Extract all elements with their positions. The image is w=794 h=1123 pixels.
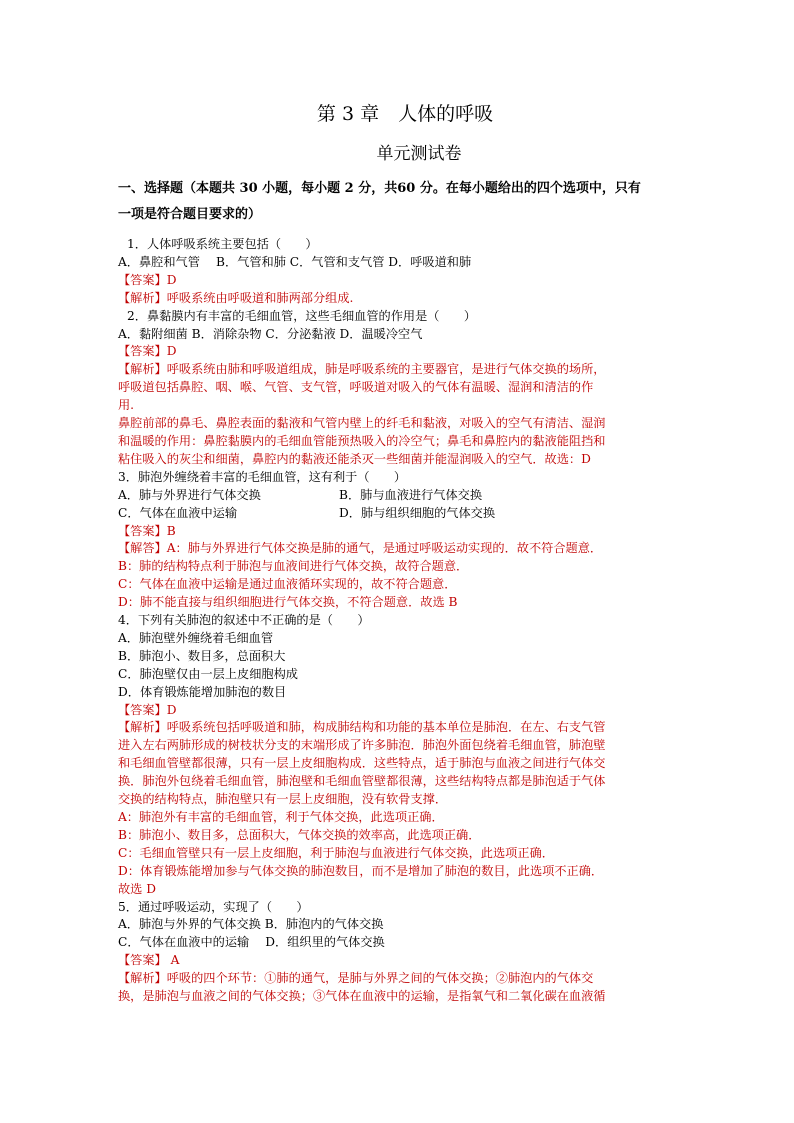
analysis-line: 故选 D — [118, 881, 157, 896]
document-page — [118, 96, 680, 1006]
analysis-line: 【解答】A：肺与外界进行气体交换是肺的通气，是通过呼吸运动实现的．故不符合题意． — [118, 541, 603, 556]
analysis-line: 和温暖的作用：鼻腔黏膜内的毛细血管能预热吸入的冷空气；鼻毛和鼻腔内的黏液能阻挡和 — [118, 433, 606, 448]
analysis-line: D：体育锻炼能增加参与气体交换的肺泡数目，而不是增加了肺泡的数目，此选项不正确． — [118, 863, 604, 878]
analysis-line: 【解析】呼吸系统包括呼吸道和肺，构成肺结构和功能的基本单位是肺泡．在左、右支气管 — [118, 720, 606, 735]
section-heading-line-1: 一、选择题（本题共 30 小题，每小题 2 分，共60 分。在每小题给出的四个选项中，只有 — [118, 181, 641, 196]
analysis-line: C：气体在血液中运输是通过血液循环实现的，故不符合题意． — [118, 577, 457, 592]
question-5 — [118, 899, 680, 1006]
option-d: D．肺与组织细胞的气体交换 — [339, 505, 496, 520]
option-d: D．体育锻炼能增加肺泡的数目 — [118, 684, 287, 699]
test-subtitle: 单元测试卷 — [376, 144, 462, 164]
question-stem: 3．肺泡外缠绕着丰富的毛细血管，这有利于（ ） — [118, 469, 407, 484]
option-c: C．肺泡壁仅由一层上皮细胞构成 — [118, 666, 298, 681]
analysis-line: 粘住吸入的灰尘和细菌，鼻腔内的黏液还能杀灭一些细菌并能湿润吸入的空气．故选：D — [118, 451, 591, 466]
analysis-line: 和毛细血管壁都很薄，只有一层上皮细胞构成．这些特点，适于肺泡与血液之间进行气体交 — [118, 756, 606, 771]
question-2 — [118, 308, 680, 469]
question-3 — [118, 469, 680, 612]
question-stem: 1．人体呼吸系统主要包括（ ） — [127, 237, 318, 251]
analysis-line: 用. — [118, 398, 135, 413]
question-stem: 5．通过呼吸运动，实现了（ ） — [118, 899, 309, 914]
option-a: A．肺与外界进行气体交换 — [118, 487, 261, 502]
question-1 — [118, 236, 680, 308]
analysis-line: 【解析】呼吸的四个环节：①肺的通气，是肺与外界之间的气体交换；②肺泡内的气体交 — [118, 971, 594, 986]
question-options-row — [118, 487, 680, 505]
answer: 【答案】D — [118, 344, 177, 359]
option-b: B．肺泡小、数目多，总面积大 — [118, 648, 286, 663]
analysis-line: 鼻腔前部的鼻毛、鼻腔表面的黏液和气管内壁上的纤毛和黏液，对吸入的空气有清洁、湿润 — [118, 416, 606, 431]
analysis-line: 交换的结构特点，肺泡壁只有一层上皮细胞，没有软骨支撑． — [118, 792, 448, 807]
analysis-line: A：肺泡外有丰富的毛细血管，利于气体交换，此选项正确． — [118, 810, 444, 824]
analysis-line: 换，是肺泡与血液之间的气体交换；③气体在血液中的运输，是指氧气和二氧化碳在血液循 — [118, 989, 606, 1004]
analysis-line: 【解析】呼吸系统由肺和呼吸道组成，肺是呼吸系统的主要器官，是进行气体交换的场所， — [118, 362, 606, 377]
option-a: A．肺泡壁外缠绕着毛细血管 — [118, 630, 274, 645]
question-options-row — [118, 505, 680, 523]
chapter-title: 第 3 章 人体的呼吸 — [316, 103, 494, 125]
answer: 【答案】D — [118, 702, 177, 717]
question-options: A．黏附细菌 B．消除杂物 C．分泌黏液 D．温暖冷空气 — [118, 326, 423, 341]
option-c: C．气体在血液中运输 — [118, 505, 238, 520]
question-options: A．鼻腔和气管 B．气管和肺 C．气管和支气管 D．呼吸道和肺 — [118, 254, 472, 269]
analysis-line: C：毛细血管壁只有一层上皮细胞，利于肺泡与血液进行气体交换，此选项正确． — [118, 845, 554, 860]
question-options-row: A．肺泡与外界的气体交换 B．肺泡内的气体交换 — [118, 917, 384, 932]
question-4 — [118, 612, 680, 899]
question-stem: 4．下列有关肺泡的叙述中不正确的是（ ） — [118, 613, 370, 628]
question-stem: 2．鼻黏膜内有丰富的毛细血管，这些毛细血管的作用是（ ） — [127, 308, 477, 323]
answer: 【答案】B — [118, 523, 176, 538]
analysis-line: 换．肺泡外包绕着毛细血管，肺泡壁和毛细血管壁都很薄，这些结构特点都是肺泡适于气体 — [118, 774, 606, 789]
analysis-line: B：肺泡小、数目多，总面积大，气体交换的效率高，此选项正确． — [118, 827, 481, 842]
analysis: 【解析】呼吸系统由呼吸道和肺两部分组成. — [118, 290, 354, 305]
analysis-line: 呼吸道包括鼻腔、咽、喉、气管、支气管，呼吸道对吸入的气体有温暖、湿润和清洁的作 — [118, 380, 594, 395]
answer: 【答案】D — [118, 272, 177, 287]
section-heading — [118, 176, 680, 228]
section-heading-line-2: 一项是符合题目要求的） — [118, 207, 262, 222]
answer: 【答案】 A — [118, 953, 180, 968]
analysis-line: B：肺的结构特点利于肺泡与血液间进行气体交换，故符合题意． — [118, 559, 469, 574]
question-options-row: C．气体在血液中的运输 D．组织里的气体交换 — [118, 935, 385, 950]
analysis-line: 进入左右两肺形成的树枝状分支的末端形成了许多肺泡．肺泡外面包绕着毛细血管，肺泡壁 — [118, 738, 606, 753]
option-b: B．肺与血液进行气体交换 — [339, 487, 483, 502]
analysis-line: D：肺不能直接与组织细胞进行气体交换，不符合题意．故选 B — [118, 595, 458, 610]
